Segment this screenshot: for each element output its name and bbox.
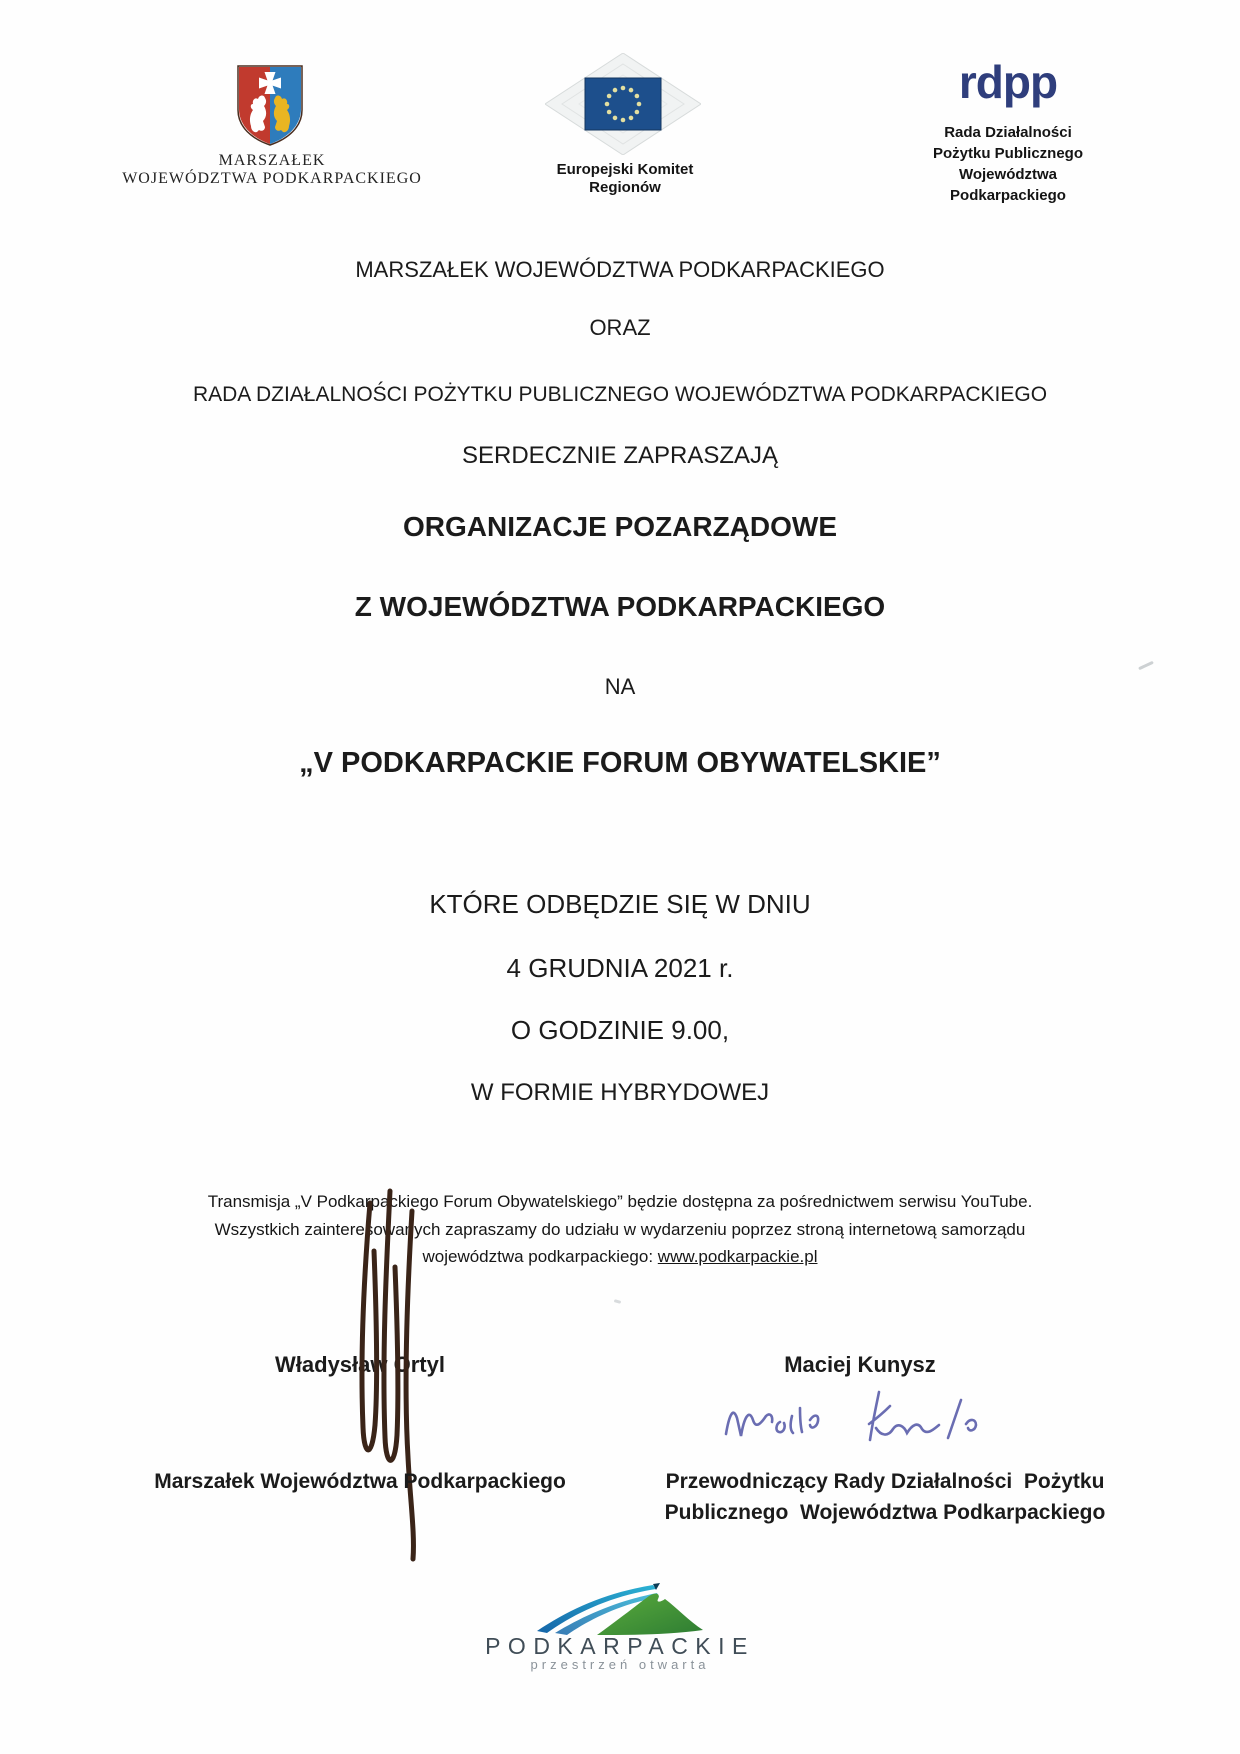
- signer-name-right: Maciej Kunysz: [784, 1352, 936, 1377]
- event-title: „V PODKARPACKIE FORUM OBYWATELSKIE”: [299, 747, 941, 779]
- note-line-1: Transmisja „V Podkarpackiego Forum Obywatelskiego” będzie dostępna za pośrednictwem serwisu YouTube.: [207, 1192, 1033, 1211]
- rdpp-caption-line3: Województwa: [958, 166, 1058, 183]
- scan-artifact-dot: [614, 1299, 622, 1304]
- signature-ink-right: [718, 1386, 1008, 1450]
- event-time: O GODZINIE 9.00,: [510, 1015, 730, 1045]
- signer-name-left: Władysław Ortyl: [275, 1352, 445, 1377]
- invitation-line: SERDECZNIE ZAPRASZAJĄ: [461, 442, 779, 469]
- footer-brand-text: PODKARPACKIE: [485, 1633, 755, 1659]
- preposition-line: NA: [604, 674, 636, 699]
- event-format: W FORMIE HYBRYDOWEJ: [470, 1079, 770, 1106]
- scan-artifact-mark: [1138, 661, 1154, 670]
- note-line-2: Wszystkich zainteresowanych zapraszamy do udziału w wydarzeniu poprzez stroną internetową samorządu: [214, 1220, 1026, 1239]
- audience-line-1: ORGANIZACJE POZARZĄDOWE: [403, 511, 837, 542]
- event-date: 4 GRUDNIA 2021 r.: [506, 953, 734, 983]
- rdpp-caption-line1: Rada Działalności: [944, 124, 1072, 141]
- rdpp-wordmark-logo: rdpp: [958, 56, 1058, 108]
- eu-committee-regions-emblem-icon: [545, 53, 701, 155]
- note-line-3: [120, 1243, 1120, 1270]
- audience-line-2: Z WOJEWÓDZTWA PODKARPACKIEGO: [354, 591, 886, 622]
- signer-title-left: Marszałek Województwa Podkarpackiego: [154, 1470, 566, 1493]
- footer-tagline-text: przestrzeń otwarta: [530, 1657, 710, 1672]
- marshal-caption-line1: MARSZAŁEK: [218, 152, 326, 169]
- podkarpackie-coat-of-arms-icon: [236, 64, 304, 148]
- rdpp-caption-line4: Podkarpackiego: [950, 187, 1066, 204]
- when-intro-line: KTÓRE ODBĘDZIE SIĘ W DNIU: [429, 889, 811, 919]
- rdpp-caption-line2: Pożytku Publicznego: [932, 145, 1083, 162]
- eu-caption-line2: Regionów: [589, 179, 661, 196]
- marshal-caption-line2: WOJEWÓDZTWA PODKARPACKIEGO: [122, 170, 422, 187]
- signer-title-right-line1: Przewodniczący Rady Działalności Pożytku: [665, 1470, 1105, 1493]
- signer-title-right-line2: Publicznego Województwa Podkarpackiego: [664, 1501, 1106, 1524]
- eu-caption-line1: Europejski Komitet: [556, 161, 694, 178]
- conjunction-line: ORAZ: [589, 315, 651, 340]
- organizer-line-2: RADA DZIAŁALNOŚCI POŻYTKU PUBLICZNEGO WOJEWÓDZTWA PODKARPACKIEGO: [192, 383, 1048, 406]
- podkarpackie-website-link[interactable]: www.podkarpackie.pl: [657, 1247, 818, 1266]
- signature-ink-left: [330, 1185, 440, 1565]
- podkarpackie-brand-swoosh-icon: [535, 1583, 715, 1635]
- organizer-line-1: MARSZAŁEK WOJEWÓDZTWA PODKARPACKIEGO: [355, 257, 885, 282]
- note-line-3-prefix: województwa podkarpackiego:: [422, 1247, 658, 1266]
